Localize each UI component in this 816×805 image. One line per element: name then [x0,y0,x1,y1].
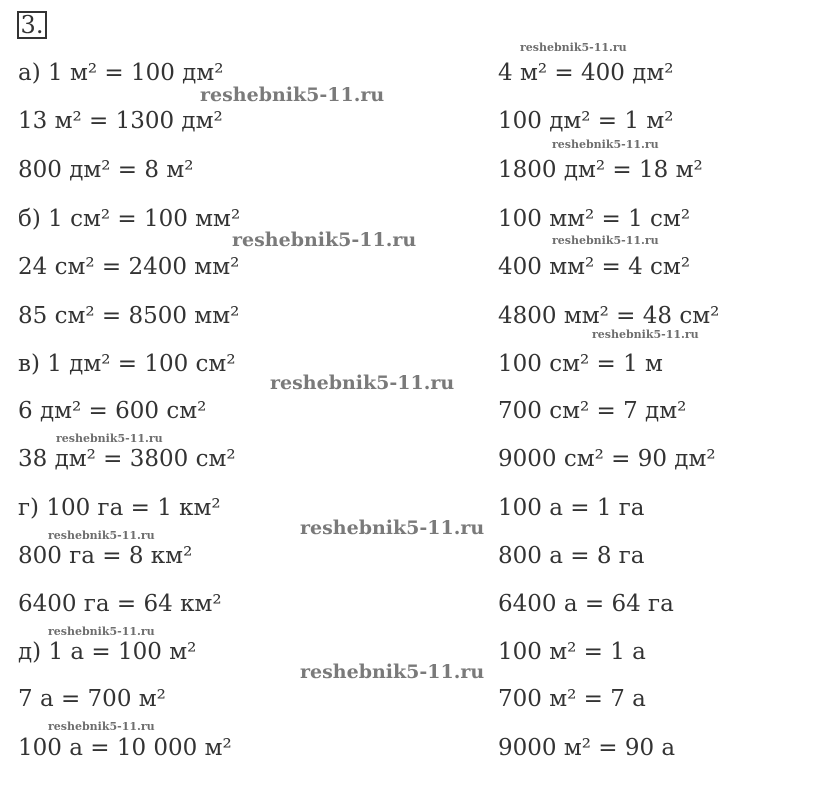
left-line-7: в) 1 дм² = 100 см² [18,351,236,377]
left-line-1: а) 1 м² = 100 дм² [18,60,224,86]
right-line-9: 9000 см² = 90 дм² [498,446,716,472]
right-line-14: 700 м² = 7 а [498,686,646,712]
watermark-large: reshebnik5-11.ru [270,372,455,394]
left-line-8: 6 дм² = 600 см² [18,398,207,424]
left-line-10: г) 100 га = 1 км² [18,495,221,521]
left-line-6: 85 см² = 8500 мм² [18,303,240,329]
right-line-15: 9000 м² = 90 а [498,735,676,761]
left-line-12: 6400 га = 64 км² [18,591,222,617]
right-line-1: 4 м² = 400 дм² [498,60,674,86]
watermark-small: reshebnik5-11.ru [552,234,659,247]
watermark-large: reshebnik5-11.ru [300,661,485,683]
right-line-8: 700 см² = 7 дм² [498,398,687,424]
watermark-small: reshebnik5-11.ru [48,625,155,638]
watermark-small: reshebnik5-11.ru [552,138,659,151]
right-line-10: 100 а = 1 га [498,495,645,521]
task-number: 3. [17,11,47,39]
right-line-6: 4800 мм² = 48 см² [498,303,720,329]
watermark-large: reshebnik5-11.ru [232,229,417,251]
right-line-4: 100 мм² = 1 см² [498,206,691,232]
watermark-small: reshebnik5-11.ru [48,720,155,733]
left-line-14: 7 а = 700 м² [18,686,166,712]
right-line-5: 400 мм² = 4 см² [498,254,691,280]
right-line-2: 100 дм² = 1 м² [498,108,674,134]
watermark-small: reshebnik5-11.ru [48,529,155,542]
watermark-large: reshebnik5-11.ru [300,517,485,539]
right-line-3: 1800 дм² = 18 м² [498,157,703,183]
left-line-2: 13 м² = 1300 дм² [18,108,223,134]
right-line-7: 100 см² = 1 м [498,351,663,377]
left-line-9: 38 дм² = 3800 см² [18,446,236,472]
left-line-15: 100 а = 10 000 м² [18,735,232,761]
left-line-5: 24 см² = 2400 мм² [18,254,240,280]
left-line-11: 800 га = 8 км² [18,543,193,569]
right-line-11: 800 а = 8 га [498,543,645,569]
right-line-12: 6400 а = 64 га [498,591,674,617]
watermark-small: reshebnik5-11.ru [56,432,163,445]
right-line-13: 100 м² = 1 а [498,639,646,665]
left-line-4: б) 1 см² = 100 мм² [18,206,241,232]
left-line-3: 800 дм² = 8 м² [18,157,194,183]
watermark-small: reshebnik5-11.ru [520,41,627,54]
watermark-large: reshebnik5-11.ru [200,84,385,106]
watermark-small: reshebnik5-11.ru [592,328,699,341]
left-line-13: д) 1 а = 100 м² [18,639,197,665]
